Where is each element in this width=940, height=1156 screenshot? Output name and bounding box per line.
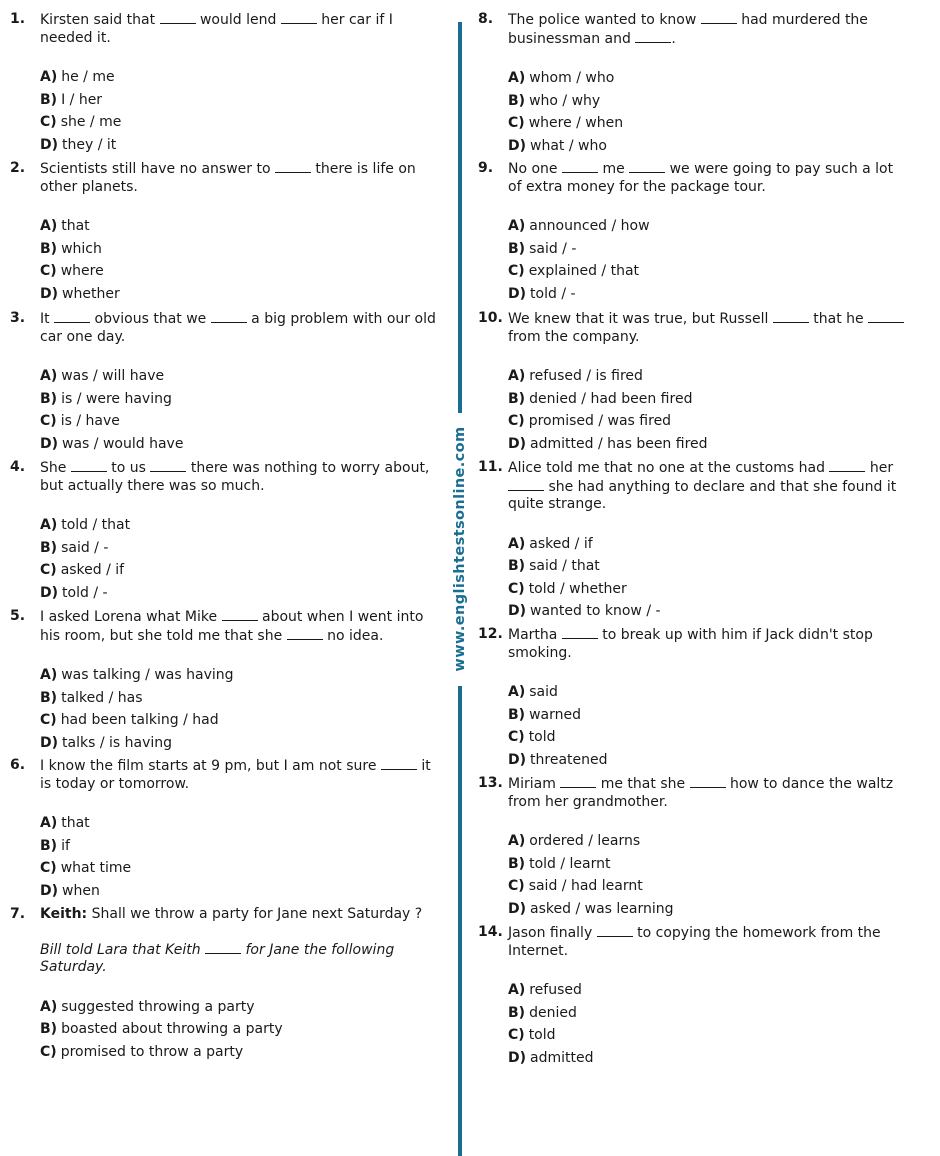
option-a[interactable]: A) refused / is fired	[508, 368, 643, 384]
option-c[interactable]: C) promised / was fired	[508, 413, 672, 430]
option-b[interactable]: B) told / learnt	[508, 855, 611, 872]
answer-blank	[508, 478, 544, 491]
option-c[interactable]: C) promised to throw a party	[40, 1043, 244, 1060]
option-b[interactable]: B) who / why	[508, 92, 601, 109]
option-b[interactable]: B) talked / has	[40, 689, 143, 706]
question-number: 8.	[478, 11, 494, 27]
option-d[interactable]: D) when	[40, 882, 100, 899]
question-text: I know the film starts at 9 pm, but I am not sure it is today or tomorrow.	[40, 758, 431, 792]
right-question-column	[478, 11, 910, 1069]
answer-blank	[635, 30, 671, 43]
option-d[interactable]: D) told / -	[508, 285, 576, 302]
option-c[interactable]: C) told	[508, 1027, 556, 1044]
question-number: 11.	[478, 459, 503, 475]
question-3	[10, 310, 446, 459]
question-13	[478, 775, 910, 924]
option-c[interactable]: C) is / have	[40, 413, 120, 430]
question-8	[478, 11, 910, 160]
watermark-url: www.englishtestsonline.com	[452, 426, 468, 672]
question-number: 7.	[10, 906, 26, 922]
option-c[interactable]: C) what time	[40, 860, 132, 877]
option-d[interactable]: D) threatened	[508, 751, 608, 768]
answer-blank	[868, 310, 904, 323]
question-11	[478, 459, 910, 626]
answer-options	[40, 66, 446, 156]
answer-options	[40, 812, 446, 902]
answer-blank	[560, 775, 596, 788]
answer-options	[40, 996, 446, 1064]
question-text: Alice told me that no one at the customs had her she had anything to declare and that she found it quite strange.	[508, 460, 897, 512]
option-c[interactable]: C) she / me	[40, 114, 122, 131]
option-a[interactable]: A) he / me	[40, 69, 115, 85]
option-b[interactable]: B) boasted about throwing a party	[40, 1021, 283, 1038]
option-a[interactable]: A) asked / if	[508, 535, 593, 552]
question-text: Scientists still have no answer to there is life on other planets.	[40, 161, 416, 195]
answer-options	[40, 365, 446, 455]
option-a[interactable]: A) refused	[508, 982, 582, 998]
answer-blank	[54, 310, 90, 323]
question-text: She to us there was nothing to worry about, but actually there was so much.	[40, 460, 430, 494]
answer-options	[508, 215, 910, 305]
answer-options	[508, 533, 910, 623]
answer-options	[508, 67, 910, 157]
answer-blank	[205, 941, 241, 954]
option-d[interactable]: D) they / it	[40, 136, 117, 153]
option-c[interactable]: C) explained / that	[508, 263, 640, 280]
option-c[interactable]: C) asked / if	[40, 562, 125, 579]
option-b[interactable]: B) which	[40, 240, 102, 257]
option-a[interactable]: A) that	[40, 815, 90, 831]
option-d[interactable]: D) talks / is having	[40, 734, 173, 751]
answer-options	[508, 979, 910, 1069]
answer-blank	[287, 627, 323, 640]
answer-options	[508, 681, 910, 771]
question-number: 2.	[10, 160, 26, 176]
option-d[interactable]: D) whether	[40, 285, 120, 302]
option-d[interactable]: D) wanted to know / -	[508, 603, 661, 620]
option-c[interactable]: C) told / whether	[508, 580, 627, 597]
option-d[interactable]: D) admitted / has been fired	[508, 435, 708, 452]
question-2	[10, 160, 446, 310]
left-question-column	[10, 11, 446, 1063]
option-a[interactable]: A) said	[508, 684, 558, 700]
answer-blank	[222, 608, 258, 621]
option-b[interactable]: B) is / were having	[40, 390, 172, 407]
option-a[interactable]: A) was / will have	[40, 368, 165, 384]
option-d[interactable]: D) admitted	[508, 1049, 594, 1066]
question-number: 6.	[10, 757, 26, 773]
question-text: The police wanted to know had murdered the businessman and .	[508, 12, 868, 47]
question-10	[478, 310, 910, 459]
answer-blank	[690, 775, 726, 788]
option-d[interactable]: D) told / -	[40, 584, 108, 601]
question-12	[478, 626, 910, 775]
question-number: 14.	[478, 924, 503, 940]
question-number: 12.	[478, 626, 503, 642]
option-b[interactable]: B) said / that	[508, 558, 600, 575]
question-1	[10, 11, 446, 160]
option-a[interactable]: A) whom / who	[508, 70, 615, 86]
option-a[interactable]: A) that	[40, 218, 90, 234]
answer-blank	[829, 459, 865, 472]
question-text: Kirsten said that would lend her car if I needed it.	[40, 12, 393, 46]
option-b[interactable]: B) warned	[508, 706, 581, 723]
answer-options	[508, 830, 910, 920]
option-d[interactable]: D) was / would have	[40, 435, 184, 452]
question-number: 4.	[10, 459, 26, 475]
answer-blank	[381, 757, 417, 770]
option-a[interactable]: A) was talking / was having	[40, 667, 234, 683]
question-7	[10, 906, 446, 1063]
answer-blank	[597, 924, 633, 937]
column-divider-top	[458, 22, 462, 413]
option-c[interactable]: C) where	[40, 263, 104, 280]
question-number: 13.	[478, 775, 503, 791]
answer-blank	[773, 310, 809, 323]
question-9	[478, 160, 910, 310]
option-a[interactable]: A) announced / how	[508, 218, 650, 234]
reported-speech-sentence: Bill told Lara that Keith for Jane the following Saturday.	[40, 941, 395, 975]
question-text: I asked Lorena what Mike about when I went into his room, but she told me that she no idea.	[40, 609, 424, 644]
option-c[interactable]: C) where / when	[508, 115, 624, 132]
answer-options	[40, 664, 446, 754]
column-divider-bottom	[458, 686, 462, 1156]
question-text: Jason finally to copying the homework from the Internet.	[508, 925, 881, 959]
question-14	[478, 924, 910, 1069]
question-number: 3.	[10, 310, 26, 326]
speaker-label: Keith:	[40, 906, 88, 922]
question-number: 1.	[10, 11, 26, 27]
option-b[interactable]: B) denied	[508, 1004, 577, 1021]
option-a[interactable]: A) told / that	[40, 517, 131, 533]
answer-blank	[701, 11, 737, 24]
option-d[interactable]: D) asked / was learning	[508, 900, 674, 917]
question-4	[10, 459, 446, 608]
question-number: 5.	[10, 608, 26, 624]
option-c[interactable]: C) had been talking / had	[40, 712, 219, 729]
answer-blank	[562, 626, 598, 639]
answer-blank	[150, 459, 186, 472]
option-a[interactable]: A) suggested throwing a party	[40, 998, 255, 1015]
question-text: No one me we were going to pay such a lot of extra money for the package tour.	[508, 161, 894, 195]
question-5	[10, 608, 446, 757]
question-6	[10, 757, 446, 906]
answer-blank	[275, 160, 311, 173]
option-b[interactable]: B) I / her	[40, 91, 103, 108]
option-b[interactable]: B) said / -	[508, 240, 577, 257]
answer-blank	[629, 160, 665, 173]
question-text: Martha to break up with him if Jack didn't stop smoking.	[508, 627, 873, 661]
option-c[interactable]: C) said / had learnt	[508, 878, 643, 895]
question-text: Miriam me that she how to dance the waltz from her grandmother.	[508, 776, 894, 810]
answer-blank	[211, 310, 247, 323]
answer-blank	[71, 459, 107, 472]
answer-options	[508, 365, 910, 455]
answer-options	[40, 215, 446, 305]
option-b[interactable]: B) said / -	[40, 539, 109, 556]
answer-options	[40, 514, 446, 604]
option-b[interactable]: B) denied / had been fired	[508, 390, 693, 407]
question-number: 9.	[478, 160, 494, 176]
question-text: We knew that it was true, but Russell that he from the company.	[508, 310, 910, 346]
question-text: It obvious that we a big problem with our old car one day.	[40, 311, 436, 345]
question-text: Keith: Shall we throw a party for Jane next Saturday ?	[40, 906, 423, 922]
answer-blank	[281, 11, 317, 24]
answer-blank	[562, 160, 598, 173]
question-number: 10.	[478, 310, 503, 326]
option-c[interactable]: C) told	[508, 729, 556, 746]
answer-blank	[160, 11, 196, 24]
option-d[interactable]: D) what / who	[508, 137, 607, 154]
option-a[interactable]: A) ordered / learns	[508, 833, 641, 849]
option-b[interactable]: B) if	[40, 837, 70, 854]
